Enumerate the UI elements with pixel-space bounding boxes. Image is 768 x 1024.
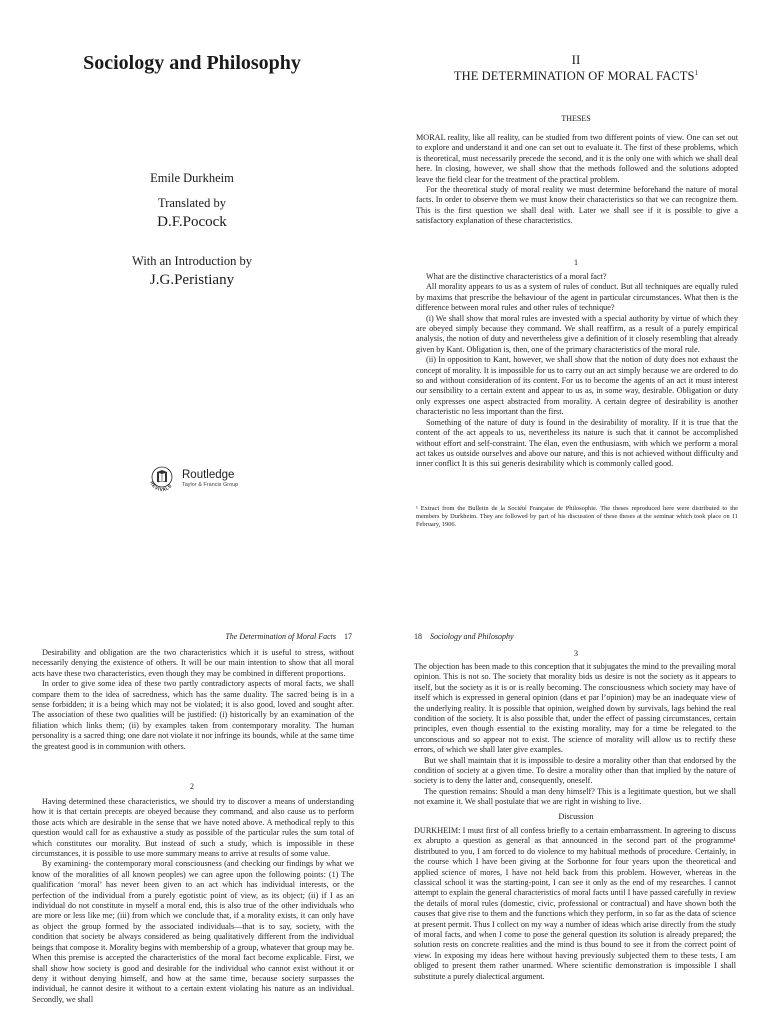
- paragraph: Desirability and obligation are the two characteristics which it is useful to stress, without necessarily denying the existence of others. It will be our main intention to show that all moral acts have these two characteristics, even though they may be combined in different proportions.: [32, 648, 354, 678]
- paragraph: DURKHEIM: I must first of all confess briefly to a certain embarrassment. In agreeing to discuss ex abrupto a question as general as that announced in the second part of the programme¹ distributed to you, I am forced to do violence to my habitual methods of procedure. Certainly, in the course which I have been giving at the Sorbonne for four years upon the theoretical and applied science of mores, I have not held back from this problem. However, whereas in the classical school it was the starting-point, I can see it only as the end of my researches. I cannot attempt to explain the general characteristics of moral facts until I have passed carefully in review the details of moral rules (domestic, civic, professional or contractual) and have shown both the causes that give rise to them and the functions which they perform, in so far as the data of science at present permit. Thus I collect on my way a number of ideas which arise directly from the study of moral facts, and when I come to pose the general question its solution is already prepared; the solution rests on concrete realities and the mind is thus bound to see it from the correct point of view. In exposing my ideas here without having previously subjected them to these tests, I am obliged to present them rather unarmed. Where scientific demonstration is impossible I shall substitute a purely dialectical argument.: [414, 826, 736, 981]
- introduction-author: J.G.Peristiany: [149, 272, 235, 288]
- paragraph: In order to give some idea of these two partly contradictory aspects of moral facts, we shall compare them to the idea of sacredness, which has the same duality. The sacred being is in a sense forbidden; it is a being which may not be violated; it is also good, loved and sought after. The association of these two qualities will be justified: (i) historically by an examination of the filiation which links them; (ii) by examples taken from contemporary morality. The human personality is a sacred thing; one dare not violate it nor infringe its bounds, while at the same time the greatest good is in communion with others.: [32, 679, 354, 751]
- page-18-body-b: [414, 826, 736, 982]
- author-name: Emile Durkheim: [150, 171, 234, 185]
- paragraph: (i) We shall show that moral rules are invested with a special authority by virtue of which they are obeyed simply because they command. We shall reaffirm, as a result of a purely empirical analysis, the notion of duty and nevertheless give a definition of it closely resembling that already given by Kant. Obligation is, then, one of the primary characteristics of the moral rule.: [416, 313, 738, 354]
- section-1-heading: 1: [574, 258, 578, 267]
- paragraph: Having determined these characteristics, we should try to discover a means of understanding how it is that certain precepts are obeyed because they command, and also cause us to perform those acts which are desirable in the sense that we have noted above. A methodical reply to this question would call for as exhaustive a study as possible of the particular rules the sum total of which constitutes our morality. But instead of such a study, which is impossible in these circumstances, it is possible to use more summary means to arrive at results of some value.: [32, 797, 354, 859]
- footnote: [416, 505, 738, 529]
- page-18-body-a: [414, 662, 736, 808]
- section-2-heading: 2: [190, 782, 194, 791]
- title-page: [0, 0, 384, 600]
- routledge-revivals-icon: [145, 462, 179, 496]
- paragraph: The question remains: Should a man deny himself? This is a legitimate question, but we shall not examine it. We shall postulate that we are right in wishing to live.: [414, 786, 736, 807]
- paragraph: What are the distinctive characteristics of a moral fact?: [426, 272, 607, 281]
- publisher-series: REVIVALS: [149, 480, 173, 493]
- section-3-heading: 3: [574, 649, 578, 658]
- paragraph: Something of the nature of duty is found in the desirability of morality. If it is true that the content of the act appeals to us, nevertheless its nature is such that it cannot be accomplished without effort and self-constraint. The élan, even the enthusiasm, with which we perform a moral act takes us outside ourselves and above our nature, and this is not achieved without difficulty and inner conflict It is this sui generis desirability which is commonly called good.: [416, 417, 738, 469]
- publisher-name-block: [182, 470, 238, 489]
- theses-heading: THESES: [561, 114, 591, 123]
- publisher-group: Taylor & Francis Group: [182, 482, 239, 488]
- running-head-book: Sociology and Philosophy: [430, 632, 514, 641]
- footnote-text: ¹ Extract from the Bulletin de la Société Française de Philosophie. The theses reproduced here were distributed to the members by Durkheim. They are followed by part of his discussion of these theses at the seminar which took place on 11 February, 1906.: [416, 505, 738, 528]
- publisher-logo: [145, 462, 238, 496]
- page-17: [0, 620, 384, 1024]
- section-1-body: [416, 272, 738, 470]
- paragraph: But we shall maintain that it is impossible to desire a morality other than that endorsed by the condition of society at a given time. To desire a morality other than that implied by the nature of society is to deny the latter and, consequently, oneself.: [414, 755, 736, 786]
- publisher-name: Routledge: [182, 468, 235, 481]
- page-18: [384, 620, 768, 1024]
- translated-by-label: Translated by: [158, 196, 226, 210]
- footnote-ref: 1: [694, 69, 699, 77]
- running-head-title: The Determination of Moral Facts: [225, 632, 336, 641]
- page-number-18: 18: [414, 632, 422, 641]
- book-title: Sociology and Philosophy: [83, 52, 301, 74]
- page-17-body-b: [32, 797, 354, 1005]
- paragraph: For the theoretical study of moral reality we must determine beforehand the nature of moral facts. In order to observe them we must know their characteristics so that we can recognize them. This is the first question we shall deal with. Later we shall see if it is possible to give a satisfactory explanation of these characteristics.: [416, 185, 738, 226]
- introduction-label: With an Introduction by: [132, 254, 252, 268]
- discussion-heading: Discussion: [558, 812, 594, 821]
- theses-body: [416, 133, 738, 227]
- page-17-body-a: [32, 648, 354, 752]
- chapter-page: [384, 0, 768, 600]
- page-number-17: 17: [344, 632, 352, 641]
- paragraph: The objection has been made to this conception that it subjugates the mind to the prevailing moral opinion. This is not so. The society that morality bids us desire is not the society as it appears to itself, but the society as it is or is really becoming. The consciousness which society may have of itself which is expressed in general opinion (dans et par l’opinion) may be an inadequate view of the underlying reality. It is possible that opinion, weighed down by survivals, lags behind the real condition of the society. It is also possible that, under the effect of passing circumstances, certain principles, even though essential to the existing morality, may for a time be relegated to the unconscious and so appear not to exist. The science of morality will allow us to rectify these errors, of which we shall later give examples.: [414, 662, 736, 755]
- running-head-18: [414, 632, 514, 641]
- paragraph: (ii) In opposition to Kant, however, we shall show that the notion of duty does not exhaust the concept of morality. It is impossible for us to carry out an act simply because we are ordered to do so and without consideration of its content. For us to become the agents of an act it must interest our sensibility to a certain extent and appear to us as, in some way, desirable. Obligation or duty only expresses one aspect abstracted from morality. A certain degree of desirability is another characteristic no less important than the first.: [416, 355, 738, 417]
- running-head-17: [225, 632, 352, 641]
- chapter-title-text: THE DETERMINATION OF MORAL FACTS: [453, 69, 695, 84]
- paragraph: MORAL reality, like all reality, can be studied from two different points of view. One can set out to explore and understand it and one can set out to evaluate it. The first of these problems, which is theoretical, must necessarily precede the second, and it is the only one with which we shall deal here. In closing, however, we shall show that the methods followed and the solutions adopted leave the field clear for the treatment of the practical problem.: [416, 133, 738, 184]
- paragraph: By examining- the contemporary moral consciousness (and checking our findings by what we know of the moralities of all known peoples) we can agree upon the following points: (1) The qualification ‘moral’ has never been given to an act which has individual interests, or the perfection of the individual from a purely egotistic point of view, as its object; (ii) if I as an individual do not constitute in myself a moral end, this is also true of the other individuals who are more or less like me; (iii) from which we conclude that, if a morality exists, it can only have as object the group formed by the associated individuals—that is to say, society, with the condition that society be always considered as being qualitatively different from the individual beings that compose it. Morality begins with membership of a group, whatever that group may be. When this premise is accepted the characteristics of the moral fact become explicable. First, we shall show how society is good and desirable for the individual who cannot exist without it or deny it without denying himself, and how at the same time, because society surpasses the individual, he cannot desire it without to a certain extent violating his nature as an individual. Secondly, we shall: [32, 859, 354, 1004]
- translator-name: D.F.Pocock: [157, 214, 227, 230]
- paragraph: All morality appears to us as a system of rules of conduct. But all techniques are equally ruled by maxims that prescribe the behaviour of the agent in particular circumstances. What then is the difference between moral rules and other rules of technique?: [416, 282, 738, 313]
- chapter-title: [384, 69, 768, 84]
- chapter-number: II: [571, 52, 581, 67]
